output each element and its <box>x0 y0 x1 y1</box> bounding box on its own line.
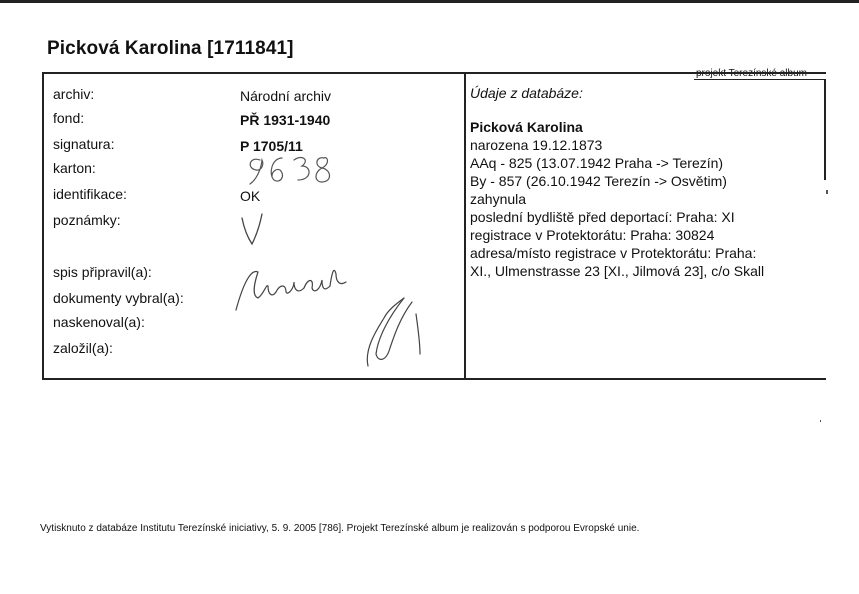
scan-top-edge <box>0 0 859 3</box>
database-line: AAq - 825 (13.07.1942 Praha -> Terezín) <box>470 155 724 171</box>
label-spis-pripravil: spis připravil(a): <box>53 264 152 280</box>
database-line: adresa/místo registrace v Protektorátu: Praha: <box>470 245 757 261</box>
database-line: registrace v Protektorátu: Praha: 30824 <box>470 227 715 243</box>
label-identifikace: identifikace: <box>53 186 127 202</box>
page-title: Picková Karolina [1711841] <box>47 38 294 59</box>
database-record <box>470 84 820 280</box>
card-right-border <box>824 80 826 180</box>
database-line: By - 857 (26.10.1942 Terezín -> Osvětim) <box>470 173 727 189</box>
label-archiv: archiv: <box>53 86 95 102</box>
card-column-divider <box>464 73 466 380</box>
database-line: XI., Ulmenstrasse 23 [XI., Jilmová 23], c/o Skall <box>470 263 765 279</box>
value-signatura: P 1705/11 <box>240 138 303 154</box>
scan-speck <box>820 420 821 422</box>
database-line: poslední bydliště před deportací: Praha: XI <box>470 209 735 225</box>
scan-speck <box>826 190 828 194</box>
value-identifikace: OK <box>240 188 261 204</box>
value-fond: PŘ 1931-1940 <box>240 112 331 128</box>
label-fond: fond: <box>53 110 85 126</box>
database-heading: Údaje z databáze: <box>470 85 583 101</box>
label-dokumenty-vybral: dokumenty vybral(a): <box>53 290 184 306</box>
project-label: projekt Terezínské album <box>696 68 807 79</box>
label-karton: karton: <box>53 160 96 176</box>
database-line: narozena 19.12.1873 <box>470 137 603 153</box>
print-footer: Vytisknuto z databáze Institutu Terezínské iniciativy, 5. 9. 2005 [786]. Projekt Terezínské album je realizován s podporou Evropské unie. <box>40 523 640 534</box>
value-archiv: Národní archiv <box>240 88 332 104</box>
label-naskenoval: naskenoval(a): <box>53 314 145 330</box>
label-poznamky: poznámky: <box>53 212 121 228</box>
label-signatura: signatura: <box>53 136 115 152</box>
database-person-name: Picková Karolina <box>470 119 583 135</box>
label-zalozil: založil(a): <box>53 340 113 356</box>
database-line: zahynula <box>470 191 527 207</box>
